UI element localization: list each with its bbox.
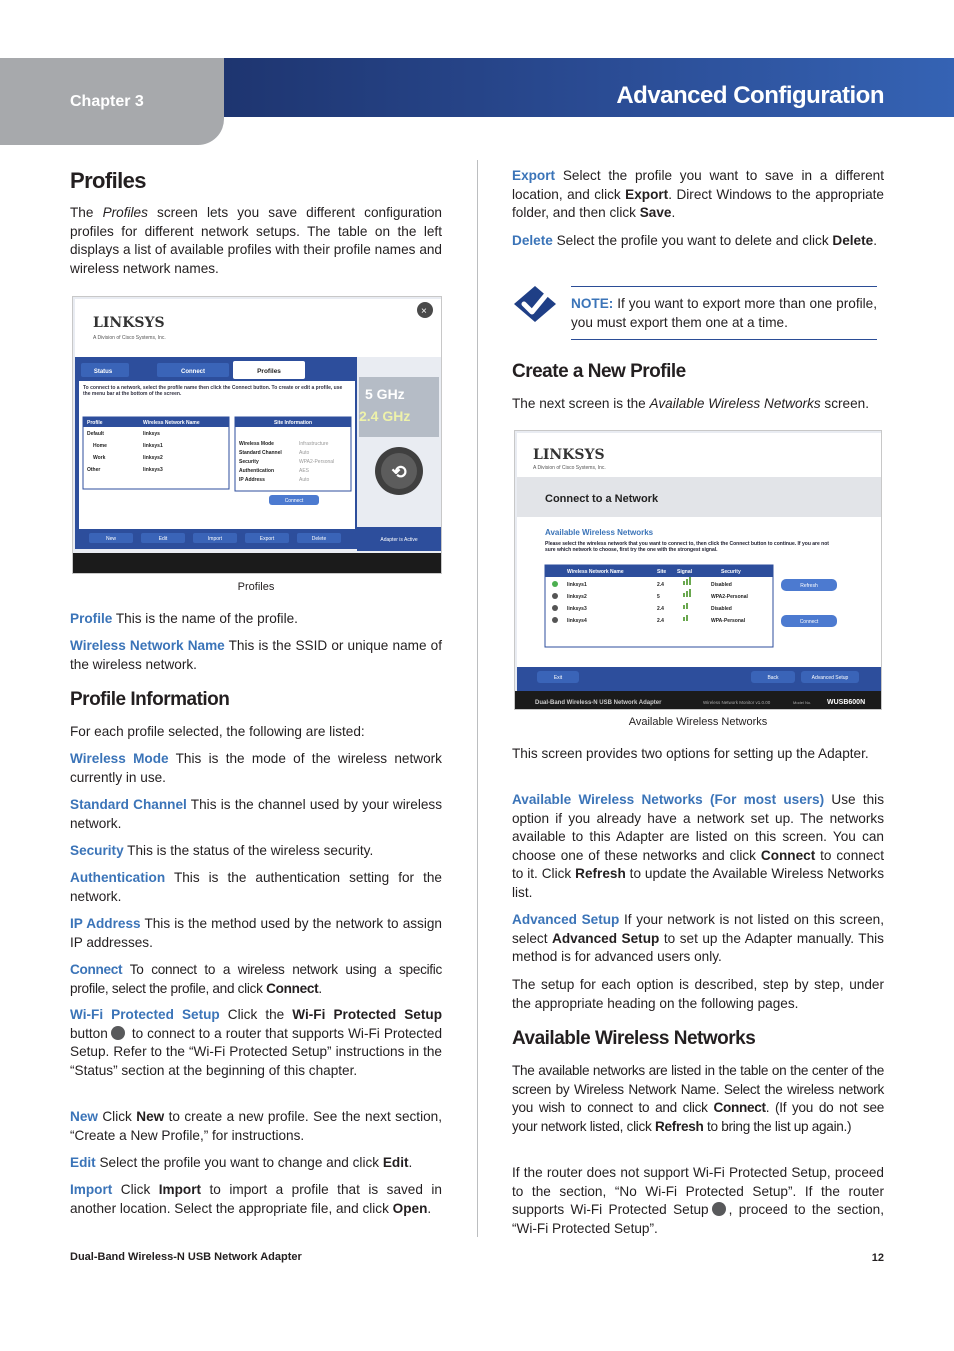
def-ip-address: IP Address This is the method used by the network to assign IP addresses. (70, 916, 442, 950)
fig2-refresh-button: Refresh (800, 583, 818, 589)
fig2-row-3-name: linksys3 (567, 606, 587, 612)
profile-information-intro: For each profile selected, the following are listed: (70, 724, 365, 739)
note-checkmark-icon (512, 284, 558, 324)
def-edit: Edit Select the profile you want to change and click Edit. (70, 1155, 413, 1170)
def-available-wireless-networks: Available Wireless Networks (For most users) Use this option if you already have a network set up. The networks available to this Adapter are listed on this screen. You can choose one of these networks and click Connect to connect to it. Click Refresh to update the Available Wireless Networks list. (512, 792, 884, 900)
fig1-site-channel-label: Standard Channel (239, 450, 282, 456)
def-profile: Profile This is the name of the profile. (70, 611, 298, 626)
fig1-row-2-profile: Home (93, 443, 107, 449)
fig1-row-4-ssid: linksys3 (143, 467, 163, 473)
fig2-row-4-site: 2.4 (657, 618, 664, 624)
fig1-site-ip-label: IP Address (239, 477, 265, 483)
wps-button-icon-inline (712, 1202, 726, 1216)
def-import: Import Click Import to import a profile that is saved in another location. Select the appropriate file, and click Open. (70, 1182, 442, 1216)
fig2-row-2-site: 5 (657, 594, 660, 600)
figure-caption-profiles: Profiles (237, 581, 275, 593)
fig1-site-security-value: WPA2-Personal (299, 459, 335, 465)
def-authentication: Authentication This is the authentication setting for the network. (70, 870, 442, 904)
note-top-rule (571, 286, 877, 287)
def-new: New Click New to create a new profile. See the next section, “Create a New Profile,” for instructions. (70, 1109, 442, 1143)
fig2-row-4-name: linksys4 (567, 618, 587, 624)
fig2-advanced-button: Advanced Setup (811, 675, 849, 681)
fig2-connect-button: Connect (799, 619, 819, 625)
fig2-instructions: Please select the wireless network that you want to connect to, then click the Connect button to continue. If you are not sure which network to choose, first try the one with the strongest signal. (545, 541, 829, 553)
fig2-row-1-site: 2.4 (657, 582, 664, 588)
fig2-row-1-security: Disabled (711, 582, 732, 588)
fig2-col-signal: Signal (677, 569, 693, 575)
fig2-col-name: Wireless Network Name (567, 569, 624, 575)
fig2-footer-version: Wireless Network Monitor v1.0.00 (703, 700, 771, 705)
available-networks-screenshot-graphic (515, 431, 882, 710)
available-networks-paragraph-1: The available networks are listed in the table on the center of the screen by Wireless Network Name. Select the wireless network you wish to connect to and click Connect. (If you do not see your network listed, click Refresh to bring the list up again.) (512, 1063, 885, 1134)
def-advanced-setup: Advanced Setup If your network is not listed on this screen, select Advanced Setup to set up the Adapter manually. This method is for advanced users only. (512, 912, 884, 965)
fig2-row-2-security: WPA2-Personal (711, 594, 748, 600)
fig2-row-1-name: linksys1 (567, 582, 587, 588)
fig1-row-4-profile: Other (87, 467, 101, 473)
fig2-row-3-site: 2.4 (657, 606, 664, 612)
def-security: Security This is the status of the wireless security. (70, 843, 374, 858)
fig1-band-5: 5 GHz (365, 386, 405, 402)
fig2-col-security: Security (721, 569, 741, 575)
fig1-col-wnn: Wireless Network Name (143, 420, 200, 426)
fig1-row-3-ssid: linksys2 (143, 455, 163, 461)
fig2-row-4-security: WPA-Personal (711, 618, 746, 624)
section-title-profiles: Profiles (70, 168, 146, 193)
section-title-profile-information: Profile Information (70, 689, 230, 710)
available-networks-paragraph-2: If the router does not support Wi-Fi Protected Setup, proceed to the section, “No Wi-Fi Protected Setup”. If the router supports Wi-Fi Protected Setup , proceed to the section, “Wi-Fi Protected Setup”. (512, 1165, 884, 1236)
fig1-logo-sub: A Division of Cisco Systems, Inc. (93, 335, 166, 341)
def-wireless-mode: Wireless Mode This is the mode of the wireless network currently in use. (70, 751, 442, 785)
fig1-menu-edit: Edit (158, 536, 168, 542)
fig2-footer-product: Dual-Band Wireless-N USB Network Adapter (535, 700, 662, 706)
fig1-site-auth-value: AES (299, 468, 310, 474)
close-icon: × (421, 306, 427, 317)
column-divider (477, 160, 478, 1237)
fig1-menu-new: New (105, 536, 117, 542)
fig2-logo-sub: A Division of Cisco Systems, Inc. (533, 465, 606, 471)
profiles-screenshot (72, 296, 442, 574)
fig1-site-channel-value: Auto (299, 450, 310, 456)
fig1-row-2-ssid: linksys1 (143, 443, 163, 449)
fig1-connect-button: Connect (284, 498, 304, 504)
section-title-available-wireless-networks: Available Wireless Networks (512, 1028, 756, 1049)
fig1-tab-connect: Connect (181, 369, 205, 375)
fig1-site-info-header: Site Information (273, 420, 313, 426)
wps-icon: ⟲ (391, 462, 407, 482)
fig1-row-1-ssid: linksys (143, 431, 160, 437)
wps-button-icon (111, 1026, 125, 1040)
fig1-menu-export: Export (259, 536, 275, 542)
footer-product-name: Dual-Band Wireless-N USB Network Adapter (70, 1251, 302, 1263)
available-networks-screenshot (514, 430, 882, 710)
fig1-logo: LINKSYS (93, 315, 165, 331)
fig1-tab-profiles: Profiles (257, 368, 281, 375)
fig1-band-24: 2.4 GHz (359, 408, 411, 424)
profiles-screenshot-graphic (73, 297, 442, 574)
section-title-create-new-profile: Create a New Profile (512, 361, 686, 382)
def-connect: Connect To connect to a wireless network using a specific profile, select the profile, and click Connect. (70, 962, 442, 996)
fig1-menu-import: Import (207, 536, 223, 542)
fig1-instructions: To connect to a network, select the profile name then click the Connect button. To create or edit a profile, use the menu bar at the bottom of the screen. (83, 385, 343, 397)
fig1-status: Adapter is Active (380, 537, 418, 543)
note-bottom-rule (571, 339, 877, 340)
fig1-site-mode-label: Wireless Mode (239, 441, 274, 447)
create-profile-intro: The next screen is the Available Wireless Networks screen. (512, 396, 870, 411)
fig2-row-2-name: linksys2 (567, 594, 587, 600)
fig1-tab-status: Status (93, 369, 113, 375)
fig1-row-1-profile: Default (87, 431, 104, 437)
def-standard-channel: Standard Channel This is the channel used by your wireless network. (70, 797, 442, 831)
fig2-footer-model: WUSB600N (827, 699, 866, 706)
fig2-col-site: Site (657, 569, 667, 575)
fig2-footer-model-label: Model No. (793, 700, 812, 705)
fig1-col-profile: Profile (87, 420, 103, 426)
setup-description: The setup for each option is described, step by step, under the appropriate heading on the following pages. (512, 977, 884, 1011)
def-export: Export Select the profile you want to save in a different location, and click Export. Direct Windows to the appropriate folder, and then click Save. (512, 168, 884, 221)
fig1-site-ip-value: Auto (299, 477, 310, 483)
fig2-exit-button: Exit (553, 675, 563, 681)
profiles-intro: The Profiles screen lets you save different configuration profiles for different network setups. The table on the left displays a list of available profiles with their profile names and wireless network names. (70, 205, 442, 276)
fig2-heading: Connect to a Network (545, 493, 659, 505)
fig2-logo: LINKSYS (533, 447, 605, 463)
def-wireless-network-name: Wireless Network Name This is the SSID or unique name of the wireless network. (70, 638, 442, 672)
chapter-label: Chapter 3 (70, 93, 144, 110)
figure-caption-available-networks: Available Wireless Networks (628, 716, 768, 728)
fig1-site-mode-value: Infrastructure (299, 441, 329, 447)
fig2-row-3-security: Disabled (711, 606, 732, 612)
fig1-menu-delete: Delete (311, 536, 327, 542)
options-intro: This screen provides two options for setting up the Adapter. (512, 746, 869, 761)
fig1-site-auth-label: Authentication (239, 468, 274, 474)
note-text: NOTE: If you want to export more than one profile, you must export them one at a time. (571, 296, 877, 330)
def-wifi-protected-setup: Wi-Fi Protected Setup Click the Wi-Fi Protected Setup button to connect to a router that supports Wi-Fi Protected Setup. Refer to the “Wi-Fi Protected Setup” instructions in the “Status” section at the beginning of this chapter. (70, 1007, 443, 1078)
page-number: 12 (871, 1252, 884, 1264)
page-title: Advanced Configuration (616, 82, 884, 109)
fig1-site-security-label: Security (239, 459, 259, 465)
fig1-row-3-profile: Work (93, 455, 106, 461)
fig2-subheading: Available Wireless Networks (545, 528, 654, 537)
def-delete: Delete Select the profile you want to delete and click Delete. (512, 233, 877, 248)
fig2-back-button: Back (767, 675, 779, 681)
